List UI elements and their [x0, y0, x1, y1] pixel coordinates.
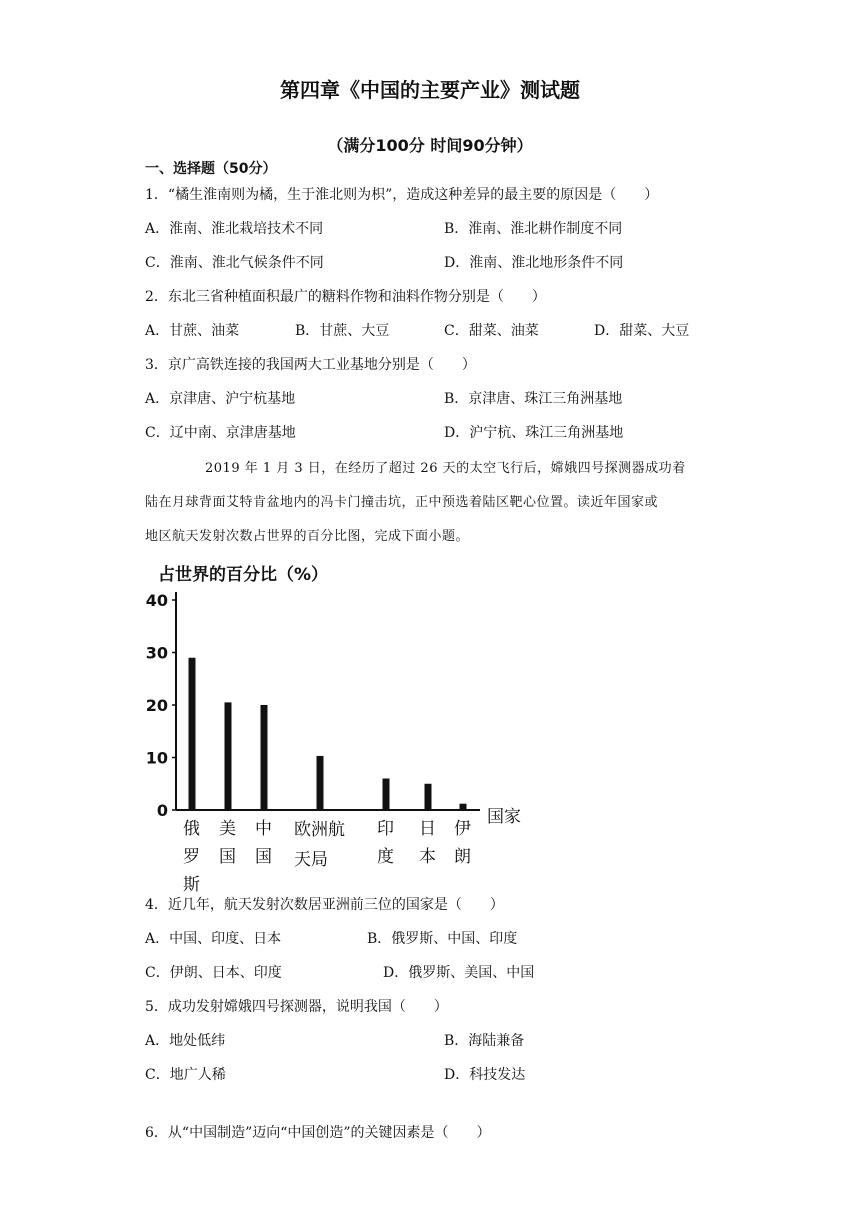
question-3-option-a: A．京津唐、沪宁杭基地: [145, 391, 296, 407]
chart-bar: [189, 658, 196, 810]
chart-bar: [317, 756, 324, 810]
question-2-option-a: A．甘蔗、油菜: [145, 323, 240, 339]
passage-line-3: 地区航天发射次数占世界的百分比图，完成下面小题。: [145, 529, 470, 544]
chart-y-tick-label: 30: [145, 643, 168, 663]
question-3-option-c: C．辽中南、京津唐基地: [145, 425, 296, 441]
chart-y-axis-label: 占世界的百分比（%）: [158, 565, 329, 585]
chart-bar: [425, 784, 432, 810]
chart-category-label-char: 本: [419, 847, 436, 867]
chart-category-label: [183, 815, 200, 899]
chart-x-axis-label: 国家: [487, 807, 521, 827]
chart-category-label-char: 中: [255, 819, 272, 839]
question-2-option-b: B．甘蔗、大豆: [295, 323, 390, 339]
question-1-option-a: A．淮南、淮北栽培技术不同: [145, 221, 324, 237]
question-4-option-a: A．中国、印度、日本: [145, 931, 282, 947]
question-5-stem: 5．成功发射嫦娥四号探测器，说明我国（ ）: [145, 999, 448, 1015]
question-4-option-c: C．伊朗、日本、印度: [145, 965, 282, 981]
chart-category-label-char: 日: [419, 819, 436, 839]
section-heading: 一、选择题（50分）: [145, 161, 277, 177]
chart-category-label-char: 俄: [183, 819, 200, 839]
chart-category-label-char: 国: [219, 847, 236, 867]
passage-line-2: 陆在月球背面艾特肯盆地内的冯卡门撞击坑，正中预选着陆区靶心位置。读近年国家或: [145, 495, 659, 510]
chart-category-label: [294, 815, 345, 875]
chart-category-label-char: 美: [219, 819, 236, 839]
chart-category-label-char: 度: [377, 847, 394, 867]
chart-category-label: [219, 815, 236, 871]
question-3-option-b: B．京津唐、珠江三角洲基地: [444, 391, 623, 407]
question-4-option-d: D．俄罗斯、美国、中国: [383, 965, 535, 981]
chart-category-label: [255, 815, 272, 871]
passage-line-1: 2019 年 1 月 3 日，在经历了超过 26 天的太空飞行后，嫦娥四号探测器成功着: [205, 461, 686, 476]
chart-category-label-line: 欧洲航: [294, 820, 345, 840]
question-1-option-d: D．淮南、淮北地形条件不同: [444, 255, 624, 271]
chart-y-tick-label: 10: [145, 748, 168, 768]
chart-bar: [383, 779, 390, 811]
question-2-option-d: D．甜菜、大豆: [594, 323, 690, 339]
chart-category-label-char: 伊: [454, 819, 471, 839]
question-1-stem: 1．“橘生淮南则为橘，生于淮北则为枳”，造成这种差异的最主要的原因是（ ）: [145, 187, 659, 203]
chart-category-label-line: 天局: [294, 850, 328, 870]
question-6-stem: 6．从“中国制造”迈向“中国创造”的关键因素是（ ）: [145, 1125, 491, 1141]
question-5-option-c: C．地广人稀: [145, 1067, 226, 1083]
question-2-option-c: C．甜菜、油菜: [444, 323, 539, 339]
chart-category-label: [377, 815, 394, 871]
chart-category-label-char: 斯: [183, 875, 200, 895]
chart-category-label: [419, 815, 436, 871]
question-3-option-d: D．沪宁杭、珠江三角洲基地: [444, 425, 624, 441]
score-time-subtitle: （满分100分 时间90分钟）: [327, 136, 533, 155]
question-1-option-c: C．淮南、淮北气候条件不同: [145, 255, 324, 271]
chart-y-tick-label: 0: [156, 801, 168, 820]
question-4-stem: 4．近几年，航天发射次数居亚洲前三位的国家是（ ）: [145, 897, 504, 913]
question-2-stem: 2．东北三省种植面积最广的糖料作物和油料作物分别是（ ）: [145, 289, 546, 305]
chart-category-label-char: 印: [377, 819, 394, 839]
chart-bar: [225, 702, 232, 810]
chart-category-label-char: 朗: [454, 847, 471, 867]
chart-y-tick-label: 20: [145, 696, 168, 715]
chart-category-label: [454, 815, 471, 871]
chart-category-label-char: 国: [255, 847, 272, 867]
question-1-option-b: B．淮南、淮北耕作制度不同: [444, 221, 623, 237]
page-title: 第四章《中国的主要产业》测试题: [280, 78, 580, 102]
chart-bar: [261, 705, 268, 810]
question-3-stem: 3．京广高铁连接的我国两大工业基地分别是（ ）: [145, 357, 476, 373]
chart-y-tick-label: 40: [145, 591, 168, 610]
question-5-option-b: B．海陆兼备: [444, 1033, 525, 1049]
question-5-option-d: D．科技发达: [444, 1067, 526, 1083]
question-5-option-a: A．地处低纬: [145, 1033, 226, 1049]
chart-category-label-char: 罗: [183, 847, 200, 867]
chart-bar: [460, 804, 467, 810]
question-4-option-b: B．俄罗斯、中国、印度: [367, 931, 518, 947]
